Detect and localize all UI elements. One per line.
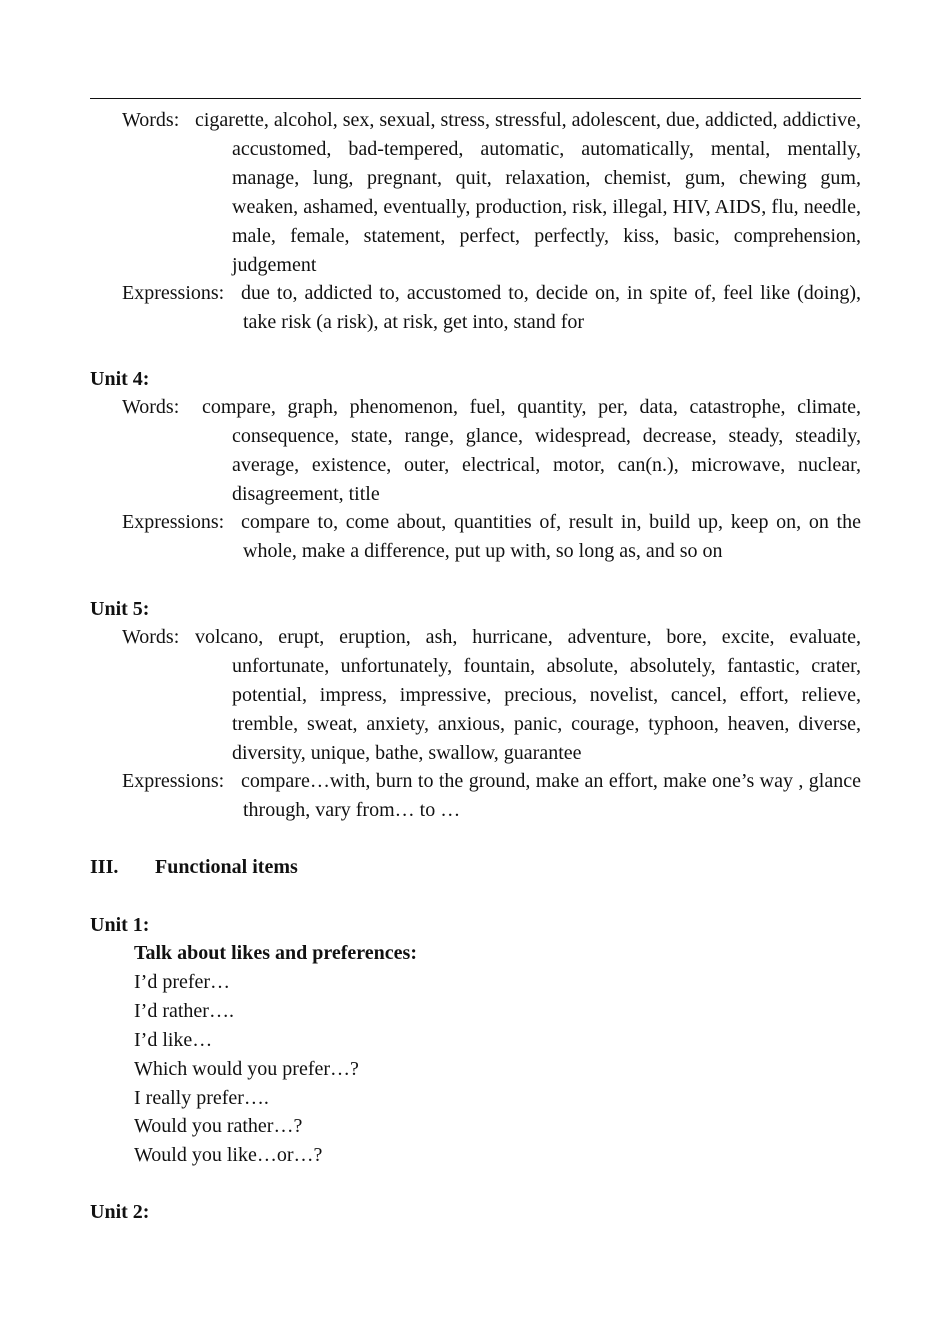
functional-line: Which would you prefer…? <box>134 1057 359 1080</box>
section-number: III. <box>90 856 119 878</box>
functional-line: I’d like… <box>134 1028 213 1051</box>
functional-subheading: Talk about likes and preferences: <box>134 942 417 964</box>
unit-2-heading: Unit 2: <box>90 1201 150 1223</box>
unit-1-heading: Unit 1: <box>90 914 150 936</box>
top-rule <box>90 98 861 99</box>
functional-line: Would you like…or…? <box>134 1144 323 1167</box>
section-heading-functional-items <box>90 853 298 882</box>
expressions-label: Expressions: <box>122 282 225 304</box>
words-list: cigarette, alcohol, sex, sexual, stress, stressful, adolescent, due, addicted, addictive, accustomed, bad-tempered, automatic, automatically, mental, mentally, manage, lung, pregnant, quit, relaxation, chemist, gum, chewing gum, weaken, ashamed, eventually, production, risk, illegal, HIV, AIDS, flu, needle, male, female, statement, perfect, perfectly, kiss, basic, comprehension, judgement <box>195 109 861 276</box>
expressions-list: compare…with, burn to the ground, make an effort, make one’s way , glance through, vary from… to … <box>241 770 861 821</box>
words-list: compare, graph, phenomenon, fuel, quantity, per, data, catastrophe, climate, consequence, state, range, glance, widespread, decrease, steady, steadily, average, existence, outer, electrical, motor, can(n.), microwave, nuclear, disagreement, title <box>202 396 861 505</box>
words-list: volcano, erupt, eruption, ash, hurricane, adventure, bore, excite, evaluate, unfortunate, unfortunately, fountain, absolute, absolutely, fantastic, crater, potential, impress, impressive, precious, novelist, cancel, effort, relieve, tremble, sweat, anxiety, anxious, panic, courage, typhoon, heaven, diverse, diversity, unique, bathe, swallow, guarantee <box>195 626 861 764</box>
functional-line: I really prefer…. <box>134 1086 269 1109</box>
expressions-block-unit3 <box>122 279 861 337</box>
expressions-label: Expressions: <box>122 511 225 533</box>
section-title: Functional items <box>155 856 298 878</box>
expressions-block-unit4 <box>122 508 861 566</box>
functional-line: I’d rather…. <box>134 999 234 1022</box>
functional-line: I’d prefer… <box>134 970 231 993</box>
words-block-unit5 <box>122 623 861 768</box>
words-block-unit3 <box>122 106 861 279</box>
functional-line: Would you rather…? <box>134 1115 303 1138</box>
expressions-list: due to, addicted to, accustomed to, decide on, in spite of, feel like (doing), take risk (a risk), at risk, get into, stand for <box>241 282 861 333</box>
words-label: Words: <box>122 396 180 418</box>
unit-4-heading: Unit 4: <box>90 368 150 390</box>
words-label: Words: <box>122 626 180 648</box>
expressions-list: compare to, come about, quantities of, result in, build up, keep on, on the whole, make a difference, put up with, so long as, and so on <box>241 511 861 562</box>
expressions-block-unit5 <box>122 767 861 825</box>
functional-items-unit1 <box>134 939 417 1170</box>
words-block-unit4 <box>122 393 861 509</box>
expressions-label: Expressions: <box>122 770 225 792</box>
unit-5-heading: Unit 5: <box>90 598 150 620</box>
words-label: Words: <box>122 109 180 131</box>
